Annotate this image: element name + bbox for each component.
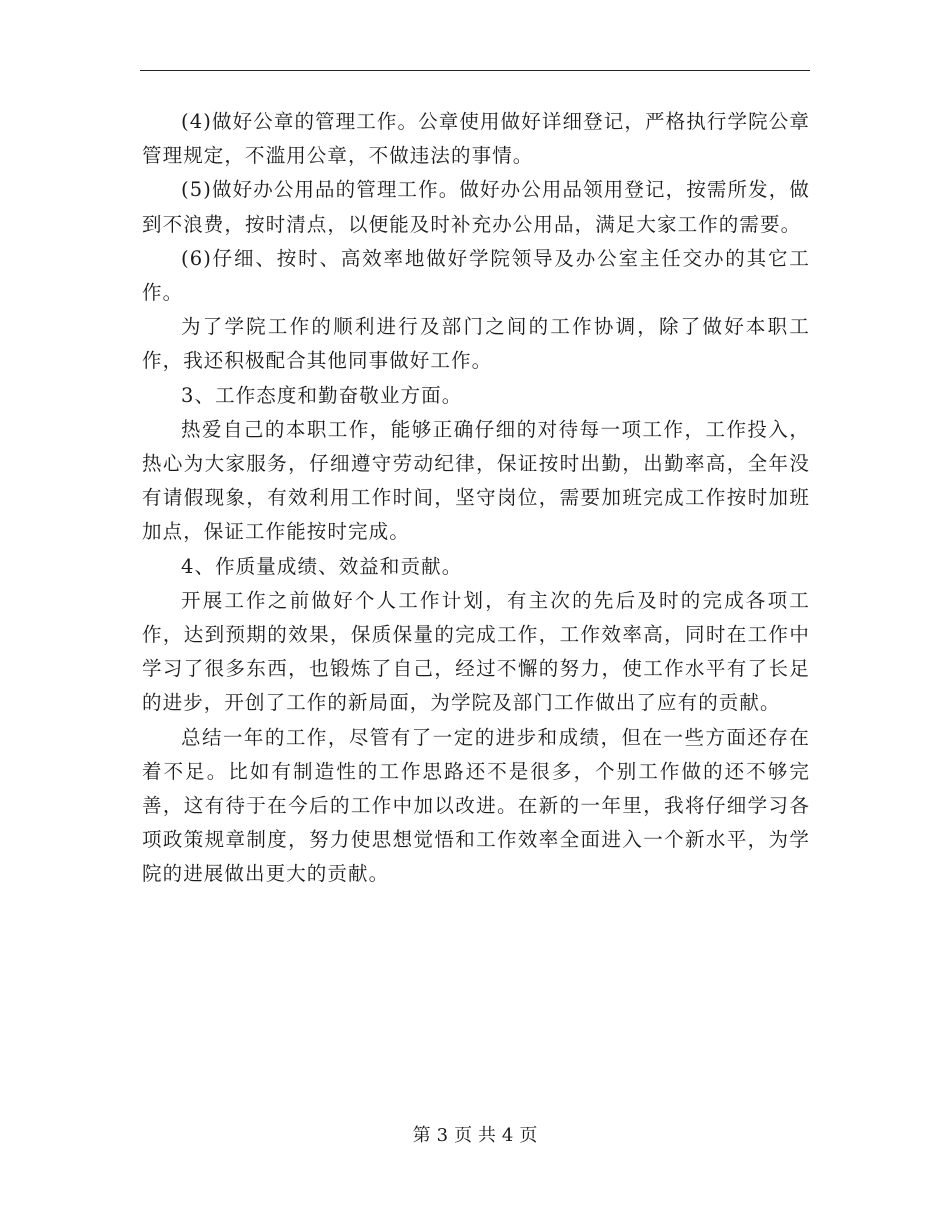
current-page-number: 3	[436, 1125, 449, 1146]
paragraph-item-4: (4)做好公章的管理工作。公章使用做好详细登记，严格执行学院公章管理规定，不滥用公章，不做违法的事情。	[142, 110, 810, 168]
paragraph-summary: 总结一年的工作，尽管有了一定的进步和成绩，但在一些方面还存在着不足。比如有制造性的工作思路还不是很多，个别工作做的还不够完善，这有待于在今后的工作中加以改进。在新的一年里，我将仔细学习各项政策规章制度，努力使思想觉悟和工作效率全面进入一个新水平，为学院的进展做出更大的贡献。	[142, 725, 810, 886]
paragraph-item-6: (6)仔细、按时、高效率地做好学院领导及办公室主任交办的其它工作。	[142, 246, 810, 305]
header-rule	[140, 70, 810, 71]
total-pages-number: 4	[501, 1125, 514, 1146]
section-heading-quality: 4、作质量成绩、效益和贡献。	[181, 554, 463, 578]
paragraph-attitude: 热爱自己的本职工作，能够正确仔细的对待每一项工作，工作投入，热心为大家服务，仔细遵守劳动纪律，保证按时出勤，出勤率高，全年没有请假现象，有效利用工作时间，坚守岗位，需要加班完成工作按时加班加点，保证工作能按时完成。	[142, 417, 810, 544]
paragraph-quality: 开展工作之前做好个人工作计划，有主次的先后及时的完成各项工作，达到预期的效果，保质保量的完成工作，工作效率高，同时在工作中学习了很多东西，也锻炼了自己，经过不懈的努力，使工作水平有了长足的进步，开创了工作的新局面，为学院及部门工作做出了应有的贡献。	[142, 588, 810, 715]
page-label-mid: 页 共	[454, 1125, 496, 1146]
paragraph-coordination: 为了学院工作的顺利进行及部门之间的工作协调，除了做好本职工作，我还积极配合其他同事做好工作。	[142, 315, 810, 373]
page-footer	[0, 1124, 950, 1148]
section-heading-attitude: 3、工作态度和勤奋敬业方面。	[181, 383, 463, 407]
page-label-prefix: 第	[412, 1125, 431, 1146]
paragraph-item-5: (5)做好办公用品的管理工作。做好办公用品领用登记，按需所发，做到不浪费，按时清点，以便能及时补充办公用品，满足大家工作的需要。	[142, 178, 810, 236]
page-label-suffix: 页	[519, 1125, 538, 1146]
document-body	[142, 105, 810, 892]
